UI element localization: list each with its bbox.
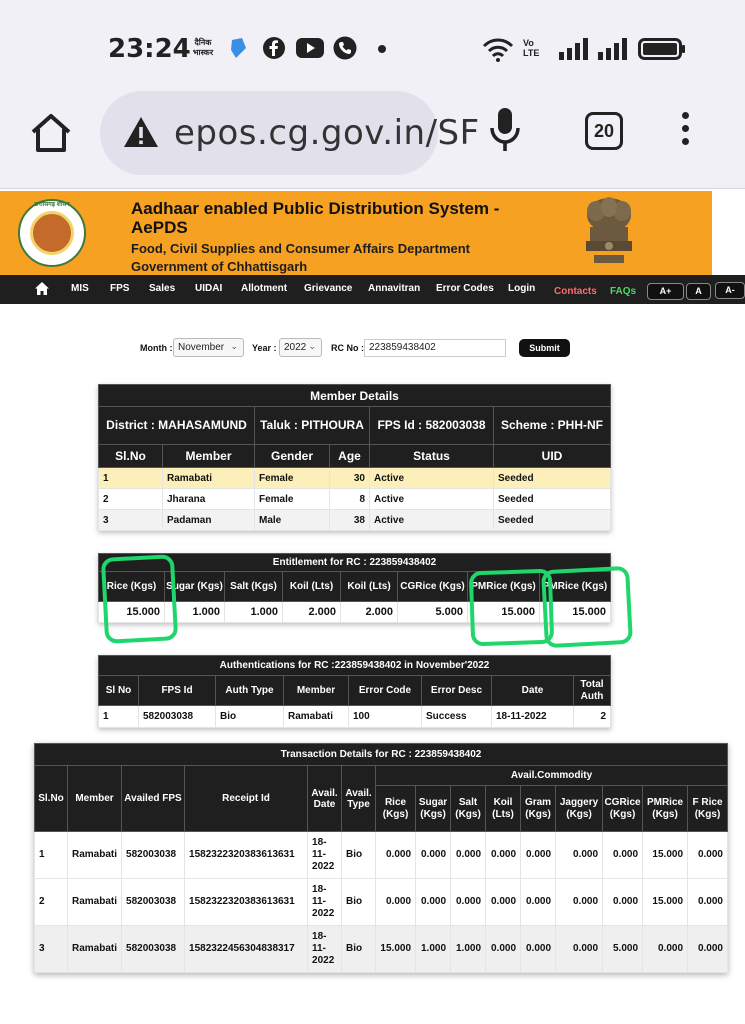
col-header: F Rice (Kgs): [688, 786, 728, 832]
nav-contacts[interactable]: Contacts: [554, 286, 597, 297]
table-cell: Bio: [342, 832, 376, 879]
col-header: Member: [68, 766, 122, 832]
col-header: Koil (Lts): [341, 572, 398, 602]
more-menu-icon[interactable]: [677, 112, 693, 151]
table-row: [35, 832, 728, 879]
app-icon: [228, 36, 250, 60]
table-cell: 0.000: [486, 832, 521, 879]
table-cell: 2: [99, 489, 163, 510]
col-header: Salt (Kgs): [225, 572, 283, 602]
table-cell: 582003038: [139, 706, 216, 728]
table-row: [99, 489, 611, 510]
font-increase-button[interactable]: A+: [647, 283, 684, 300]
table-cell: Female: [255, 489, 330, 510]
col-header: PMRice (Kgs): [540, 572, 611, 602]
table-cell: 15.000: [468, 602, 540, 623]
main-nav: [0, 275, 745, 304]
col-header: Status: [370, 445, 494, 468]
dainik-bhaskar-icon: दैनिक भास्कर: [192, 38, 214, 57]
page-title: Aadhaar enabled Public Distribution System - AePDS: [131, 199, 500, 237]
table-row: [99, 510, 611, 531]
table-cell: Ramabati: [163, 468, 255, 489]
year-label: Year :: [252, 343, 277, 353]
col-header: Avail. Date: [308, 766, 342, 832]
table-cell: 1.000: [165, 602, 225, 623]
table-cell: 582003038: [122, 879, 185, 926]
col-header: Member: [284, 676, 349, 706]
table-cell: Jharana: [163, 489, 255, 510]
nav-sales[interactable]: Sales: [149, 283, 176, 294]
nav-error-codes[interactable]: Error Codes: [436, 283, 494, 294]
col-header: Rice (Kgs): [99, 572, 165, 602]
table-cell: 1.000: [451, 926, 486, 973]
table-cell: 0.000: [416, 832, 451, 879]
authentications-caption: Authentications for RC :223859438402 in November'2022: [99, 656, 611, 676]
col-header: Sl.No: [35, 766, 68, 832]
col-header: Date: [492, 676, 574, 706]
table-cell: 2: [574, 706, 611, 728]
table-cell: 0.000: [376, 879, 416, 926]
government-name: Government of Chhattisgarh: [131, 259, 308, 274]
table-cell: 1: [99, 706, 139, 728]
address-bar[interactable]: [100, 91, 480, 175]
avail-commodity-header: Avail.Commodity: [376, 766, 728, 786]
signal-icon: [558, 38, 588, 60]
table-row: [35, 926, 728, 973]
col-header: Avail. Type: [342, 766, 376, 832]
site-header: [0, 191, 712, 275]
table-cell: 1.000: [225, 602, 283, 623]
table-cell: Success: [422, 706, 492, 728]
battery-icon: [638, 38, 686, 60]
col-header: Rice (Kgs): [376, 786, 416, 832]
table-cell: 15.000: [376, 926, 416, 973]
table-cell: 3: [35, 926, 68, 973]
col-header: Koil (Lts): [283, 572, 341, 602]
col-header: Receipt Id: [185, 766, 308, 832]
table-cell: 1582322456304838317: [185, 926, 308, 973]
table-cell: 1582322320383613631: [185, 832, 308, 879]
table-cell: 18-11-2022: [308, 926, 342, 973]
table-cell: 38: [330, 510, 370, 531]
col-header: Age: [330, 445, 370, 468]
table-cell: 0.000: [486, 879, 521, 926]
nav-login[interactable]: Login: [508, 283, 536, 294]
table-cell: 0.000: [451, 879, 486, 926]
col-header: Auth Type: [216, 676, 284, 706]
table-cell: 0.000: [376, 832, 416, 879]
phone-icon: [333, 36, 357, 60]
table-cell: 1582322320383613631: [185, 879, 308, 926]
nav-faqs[interactable]: FAQs: [610, 286, 637, 297]
table-cell: Ramabati: [68, 832, 122, 879]
table-cell: Active: [370, 489, 494, 510]
notification-dot: [378, 45, 386, 53]
table-cell: 582003038: [122, 832, 185, 879]
table-cell: Bio: [342, 926, 376, 973]
month-select[interactable]: [173, 338, 244, 357]
wifi-icon: [482, 38, 514, 62]
facebook-icon: [262, 36, 286, 60]
col-header: Sl.No: [99, 445, 163, 468]
table-cell: 0.000: [486, 926, 521, 973]
table-cell: Ramabati: [68, 926, 122, 973]
table-cell: Seeded: [494, 489, 611, 510]
rc-label: RC No :: [331, 343, 364, 353]
table-cell: 18-11-2022: [308, 879, 342, 926]
table-cell: 0.000: [688, 926, 728, 973]
table-cell: 18-11-2022: [492, 706, 574, 728]
col-header: Error Desc: [422, 676, 492, 706]
table-cell: Male: [255, 510, 330, 531]
col-header: Gram (Kgs): [521, 786, 556, 832]
year-value: 2022: [284, 342, 307, 353]
toolbar-divider: [0, 188, 745, 189]
table-cell: 0.000: [556, 832, 603, 879]
table-cell: Bio: [342, 879, 376, 926]
table-row: [99, 468, 611, 489]
volte-icon: Vo LTE: [523, 38, 540, 58]
nav-mis[interactable]: MIS: [71, 283, 89, 294]
font-reset-button[interactable]: A: [686, 283, 711, 300]
table-cell: 0.000: [556, 879, 603, 926]
table-cell: Active: [370, 510, 494, 531]
col-header: Error Code: [349, 676, 422, 706]
url-text[interactable]: epos.cg.gov.in/SF: [174, 113, 480, 153]
nav-allotment[interactable]: Allotment: [241, 283, 288, 294]
table-cell: 100: [349, 706, 422, 728]
nav-uidai[interactable]: UIDAI: [195, 283, 223, 294]
member-details-caption: Member Details: [99, 385, 611, 407]
tab-switcher-button[interactable]: 20: [585, 112, 623, 150]
national-emblem-icon: [576, 195, 642, 271]
table-cell: Seeded: [494, 468, 611, 489]
nav-grievance[interactable]: Grievance: [304, 283, 353, 294]
status-bar: [0, 0, 745, 100]
table-cell: 8: [330, 489, 370, 510]
table-cell: Female: [255, 468, 330, 489]
member-details-table: [98, 384, 611, 531]
col-header: Jaggery (Kgs): [556, 786, 603, 832]
month-value: November: [178, 342, 225, 353]
signal-icon: [597, 38, 627, 60]
table-cell: Seeded: [494, 510, 611, 531]
browser-toolbar: [0, 86, 745, 188]
table-cell: 0.000: [643, 926, 688, 973]
col-header: Availed FPS: [122, 766, 185, 832]
table-cell: 1.000: [416, 926, 451, 973]
table-cell: 15.000: [643, 879, 688, 926]
rc-number-input[interactable]: 223859438402: [364, 339, 506, 357]
table-row: [99, 602, 611, 623]
table-cell: Bio: [216, 706, 284, 728]
table-row: [35, 879, 728, 926]
col-header: PMRice (Kgs): [643, 786, 688, 832]
clock: 23:24: [108, 34, 191, 64]
col-header: Sugar (Kgs): [416, 786, 451, 832]
entitlement-table: [98, 553, 611, 623]
nav-fps[interactable]: FPS: [110, 283, 130, 294]
home-icon[interactable]: [28, 110, 74, 156]
table-cell: 5.000: [398, 602, 468, 623]
table-cell: 0.000: [451, 832, 486, 879]
microphone-icon[interactable]: [488, 106, 522, 154]
chevron-down-icon: ⌄: [230, 341, 238, 351]
logo-text: छत्तीसगढ़ शासन: [34, 202, 70, 208]
table-cell: 0.000: [556, 926, 603, 973]
table-cell: 0.000: [521, 879, 556, 926]
font-decrease-button[interactable]: A-: [715, 282, 745, 299]
warning-icon[interactable]: [122, 115, 160, 149]
scheme-info: Scheme : PHH-NF: [494, 407, 611, 445]
chhattisgarh-logo-icon: [18, 199, 86, 267]
col-header: CGRice (Kgs): [603, 786, 643, 832]
col-header: Gender: [255, 445, 330, 468]
col-header: Koil (Lts): [486, 786, 521, 832]
table-cell: 5.000: [603, 926, 643, 973]
table-cell: 582003038: [122, 926, 185, 973]
department-name: Food, Civil Supplies and Consumer Affairs Department: [131, 241, 471, 256]
col-header: Total Auth: [574, 676, 611, 706]
col-header: Sugar (Kgs): [165, 572, 225, 602]
table-cell: Active: [370, 468, 494, 489]
col-header: Member: [163, 445, 255, 468]
table-cell: 1: [99, 468, 163, 489]
table-cell: 0.000: [688, 879, 728, 926]
col-header: UID: [494, 445, 611, 468]
table-cell: 2: [35, 879, 68, 926]
table-cell: 15.000: [540, 602, 611, 623]
table-cell: Ramabati: [68, 879, 122, 926]
table-cell: 0.000: [416, 879, 451, 926]
nav-annavitran[interactable]: Annavitran: [368, 283, 421, 294]
fps-id-info: FPS Id : 582003038: [370, 407, 494, 445]
table-cell: 3: [99, 510, 163, 531]
table-cell: 0.000: [521, 832, 556, 879]
table-cell: 0.000: [521, 926, 556, 973]
table-cell: Padaman: [163, 510, 255, 531]
col-header: Salt (Kgs): [451, 786, 486, 832]
table-cell: 1: [35, 832, 68, 879]
chevron-down-icon: ⌄: [308, 341, 316, 351]
col-header: FPS Id: [139, 676, 216, 706]
table-cell: Ramabati: [284, 706, 349, 728]
district-info: District : MAHASAMUND: [99, 407, 255, 445]
table-cell: 30: [330, 468, 370, 489]
year-select[interactable]: [279, 338, 322, 357]
table-cell: 18-11-2022: [308, 832, 342, 879]
col-header: PMRice (Kgs): [468, 572, 540, 602]
col-header: CGRice (Kgs): [398, 572, 468, 602]
table-cell: 0.000: [603, 832, 643, 879]
col-header: Sl No: [99, 676, 139, 706]
table-cell: 2.000: [341, 602, 398, 623]
taluk-info: Taluk : PITHOURA: [255, 407, 370, 445]
table-row: [99, 706, 611, 728]
transactions-caption: Transaction Details for RC : 223859438402: [35, 744, 728, 766]
table-cell: 15.000: [643, 832, 688, 879]
authentications-table: [98, 655, 611, 728]
filter-form: [0, 338, 745, 360]
table-cell: 15.000: [99, 602, 165, 623]
table-cell: 0.000: [688, 832, 728, 879]
home-icon[interactable]: [35, 282, 49, 295]
entitlement-caption: Entitlement for RC : 223859438402: [99, 554, 611, 572]
youtube-icon: [296, 38, 324, 58]
month-label: Month :: [140, 343, 173, 353]
transaction-details-table: [34, 743, 728, 973]
table-cell: 2.000: [283, 602, 341, 623]
submit-button[interactable]: Submit: [519, 339, 570, 357]
table-cell: 0.000: [603, 879, 643, 926]
